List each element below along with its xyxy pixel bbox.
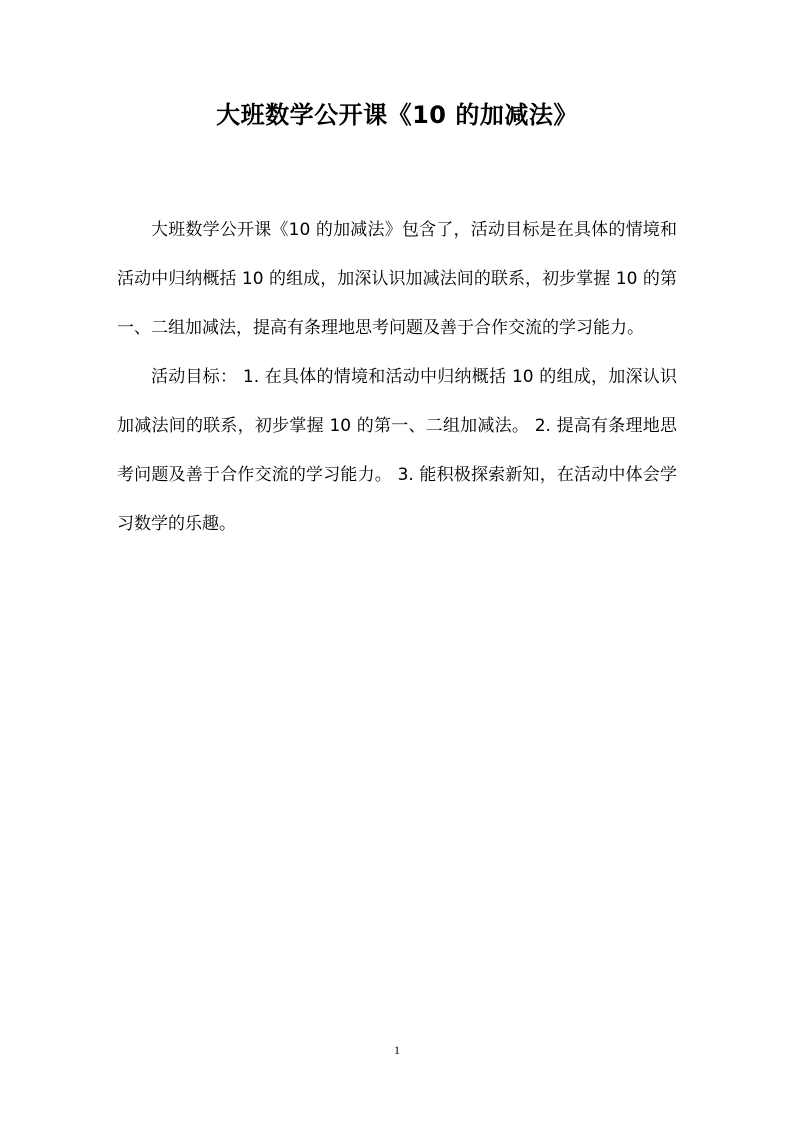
document-body (117, 206, 677, 549)
document-title: 大班数学公开课《10 的加减法》 (216, 101, 578, 129)
paragraph-objectives: 活动目标： 1. 在具体的情境和活动中归纳概括 10 的组成，加深认识加减法间的联系，初步掌握 10 的第一、二组加减法。 2. 提高有条理地思考问题及善于合作交流的学习能力。 3. 能积极探索新知，在活动中体会学习数学的乐趣。 (117, 367, 677, 534)
paragraph-intro: 大班数学公开课《10 的加减法》包含了，活动目标是在具体的情境和活动中归纳概括 10 的组成，加深认识加减法间的联系，初步掌握 10 的第一、二组加减法，提高有条理地思考问题及善于合作交流的学习能力。 (117, 220, 677, 338)
page-number: 1 (394, 1043, 400, 1057)
